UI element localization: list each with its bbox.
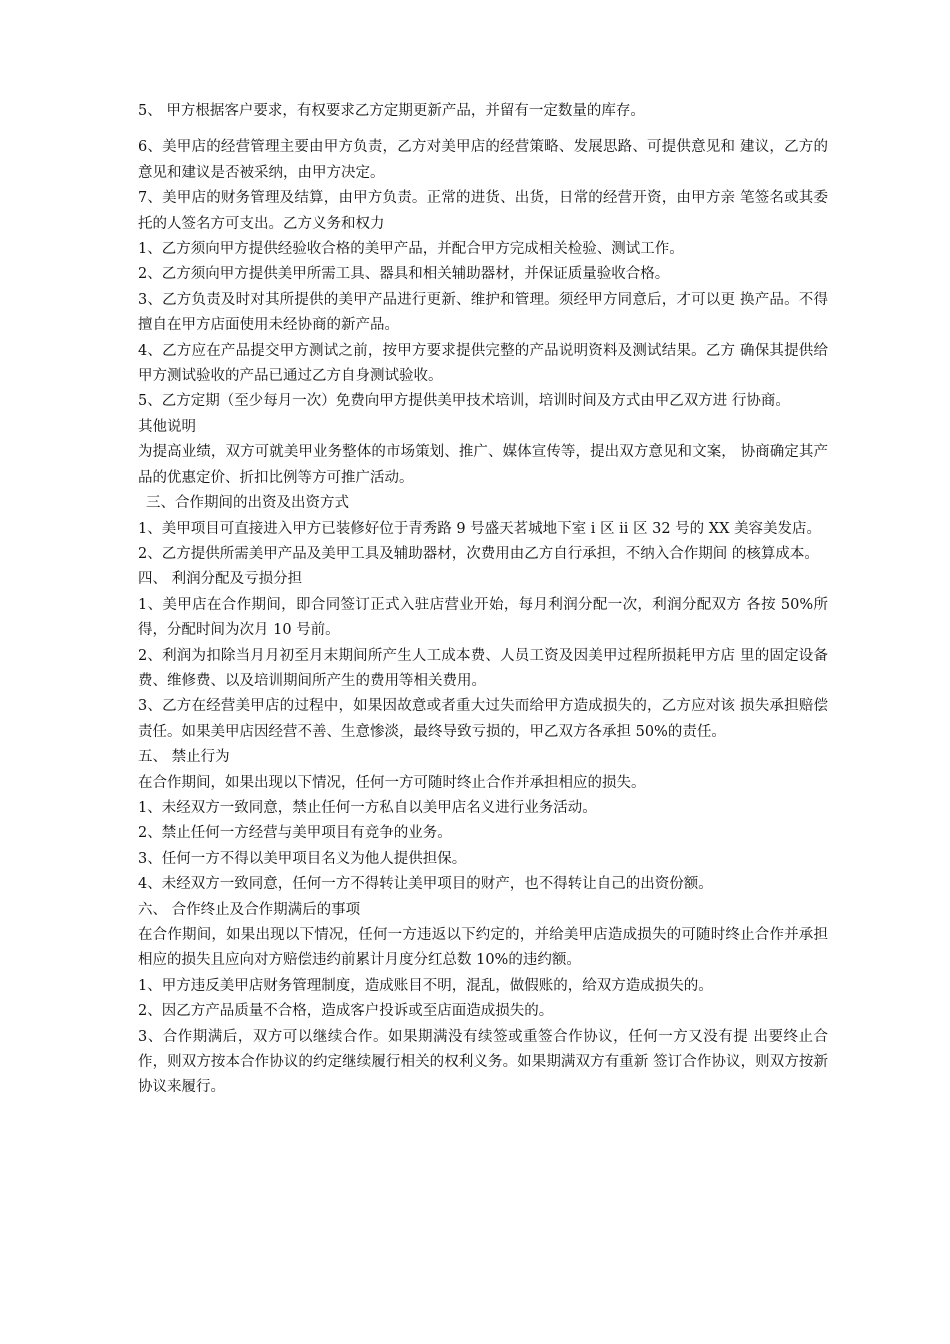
clause-a7: 7、美甲店的财务管理及结算，由甲方负责。正常的进货、出货，日常的经营开资，由甲方亲 笔签名或其委托的人签名方可支出。乙方义务和权力 — [138, 190, 828, 232]
section-heading-other-notes: 其他说明 — [138, 418, 196, 435]
clause-e4: 4、未经双方一致同意，任何一方不得转让美甲项目的财产，也不得转让自己的出资份额。 — [138, 876, 713, 893]
clause-c1: 1、美甲项目可直接进入甲方已装修好位于青秀路 9 号盛天茗城地下室 i 区 ii 区 32 号的 XX 美容美发店。 — [138, 520, 822, 537]
other-notes-paragraph: 为提高业绩，双方可就美甲业务整体的市场策划、推广、媒体宣传等，提出双方意见和文案， 协商确定其产品的优惠定价、折扣比例等方可推广活动。 — [138, 444, 828, 486]
clause-e3: 3、任何一方不得以美甲项目名义为他人提供担保。 — [138, 850, 467, 867]
clause-d3: 3、乙方在经营美甲店的过程中，如果因故意或者重大过失而给甲方造成损失的，乙方应对该 损失承担赔偿责任。如果美甲店因经营不善、生意惨淡，最终导致亏损的，甲乙双方各承担 50%的责任。 — [138, 698, 828, 740]
section-6-intro: 在合作期间，如果出现以下情况，任何一方违返以下约定的，并给美甲店造成损失的可随时终止合作并承担相应的损失且应向对方赔偿违约前累计月度分红总数 10%的违约额。 — [138, 927, 828, 969]
clause-c2: 2、乙方提供所需美甲产品及美甲工具及辅助器材，次费用由乙方自行承担，不纳入合作期间 的核算成本。 — [138, 545, 819, 562]
clause-a5: 5、 甲方根据客户要求，有权要求乙方定期更新产品，并留有一定数量的库存。 — [138, 103, 645, 119]
clause-d2: 2、利润为扣除当月月初至月末期间所产生人工成本费、人员工资及因美甲过程所损耗甲方店 里的固定设备费、维修费、以及培训期间所产生的费用等相关费用。 — [138, 647, 828, 689]
document-page — [138, 99, 828, 1101]
clause-d1: 1、美甲店在合作期间，即合同签订正式入驻店营业开始，每月利润分配一次，利润分配双方 各按 50%所得，分配时间为次月 10 号前。 — [138, 596, 828, 639]
clause-b4: 4、乙方应在产品提交甲方测试之前，按甲方要求提供完整的产品说明资料及测试结果。乙方 确保其提供给甲方测试验收的产品已通过乙方自身测试验收。 — [138, 342, 828, 385]
clause-e2: 2、禁止任何一方经营与美甲项目有竞争的业务。 — [138, 825, 452, 842]
clause-b2: 2、乙方须向甲方提供美甲所需工具、器具和相关辅助器材，并保证质量验收合格。 — [138, 266, 670, 283]
section-5-intro: 在合作期间，如果出现以下情况，任何一方可随时终止合作并承担相应的损失。 — [138, 774, 646, 791]
section-heading-6: 六、 合作终止及合作期满后的事项 — [138, 901, 361, 918]
section-heading-4: 四、 利润分配及亏损分担 — [138, 571, 303, 588]
clause-b3: 3、乙方负责及时对其所提供的美甲产品进行更新、维护和管理。须经甲方同意后，才可以更 换产品。不得擅自在甲方店面使用未经协商的新产品。 — [138, 291, 828, 334]
clause-e1: 1、未经双方一致同意，禁止任何一方私自以美甲店名义进行业务活动。 — [138, 799, 597, 816]
section-heading-3: 三、合作期间的出资及出资方式 — [146, 495, 349, 512]
clause-f1: 1、甲方违反美甲店财务管理制度，造成账目不明，混乱，做假账的，给双方造成损失的。 — [138, 977, 713, 994]
clause-b1: 1、乙方须向甲方提供经验收合格的美甲产品，并配合甲方完成相关检验、测试工作。 — [138, 241, 684, 258]
section-heading-5: 五、 禁止行为 — [138, 749, 230, 766]
clause-a6: 6、美甲店的经营管理主要由甲方负责，乙方对美甲店的经营策略、发展思路、可提供意见和 建议，乙方的意见和建议是否被采纳，由甲方决定。 — [138, 139, 828, 181]
clause-b5: 5、乙方定期（至少每月一次）免费向甲方提供美甲技术培训，培训时间及方式由甲乙双方进 行协商。 — [138, 393, 790, 410]
clause-f3: 3、合作期满后，双方可以继续合作。如果期满没有续签或重签合作协议，任何一方又没有提 出要终止合作，则双方按本合作协议的约定继续履行相关的权利义务。如果期满双方有重新 签订合作协议，则双方按新协议来履行。 — [138, 1028, 828, 1096]
clause-f2: 2、因乙方产品质量不合格，造成客户投诉或至店面造成损失的。 — [138, 1003, 554, 1020]
